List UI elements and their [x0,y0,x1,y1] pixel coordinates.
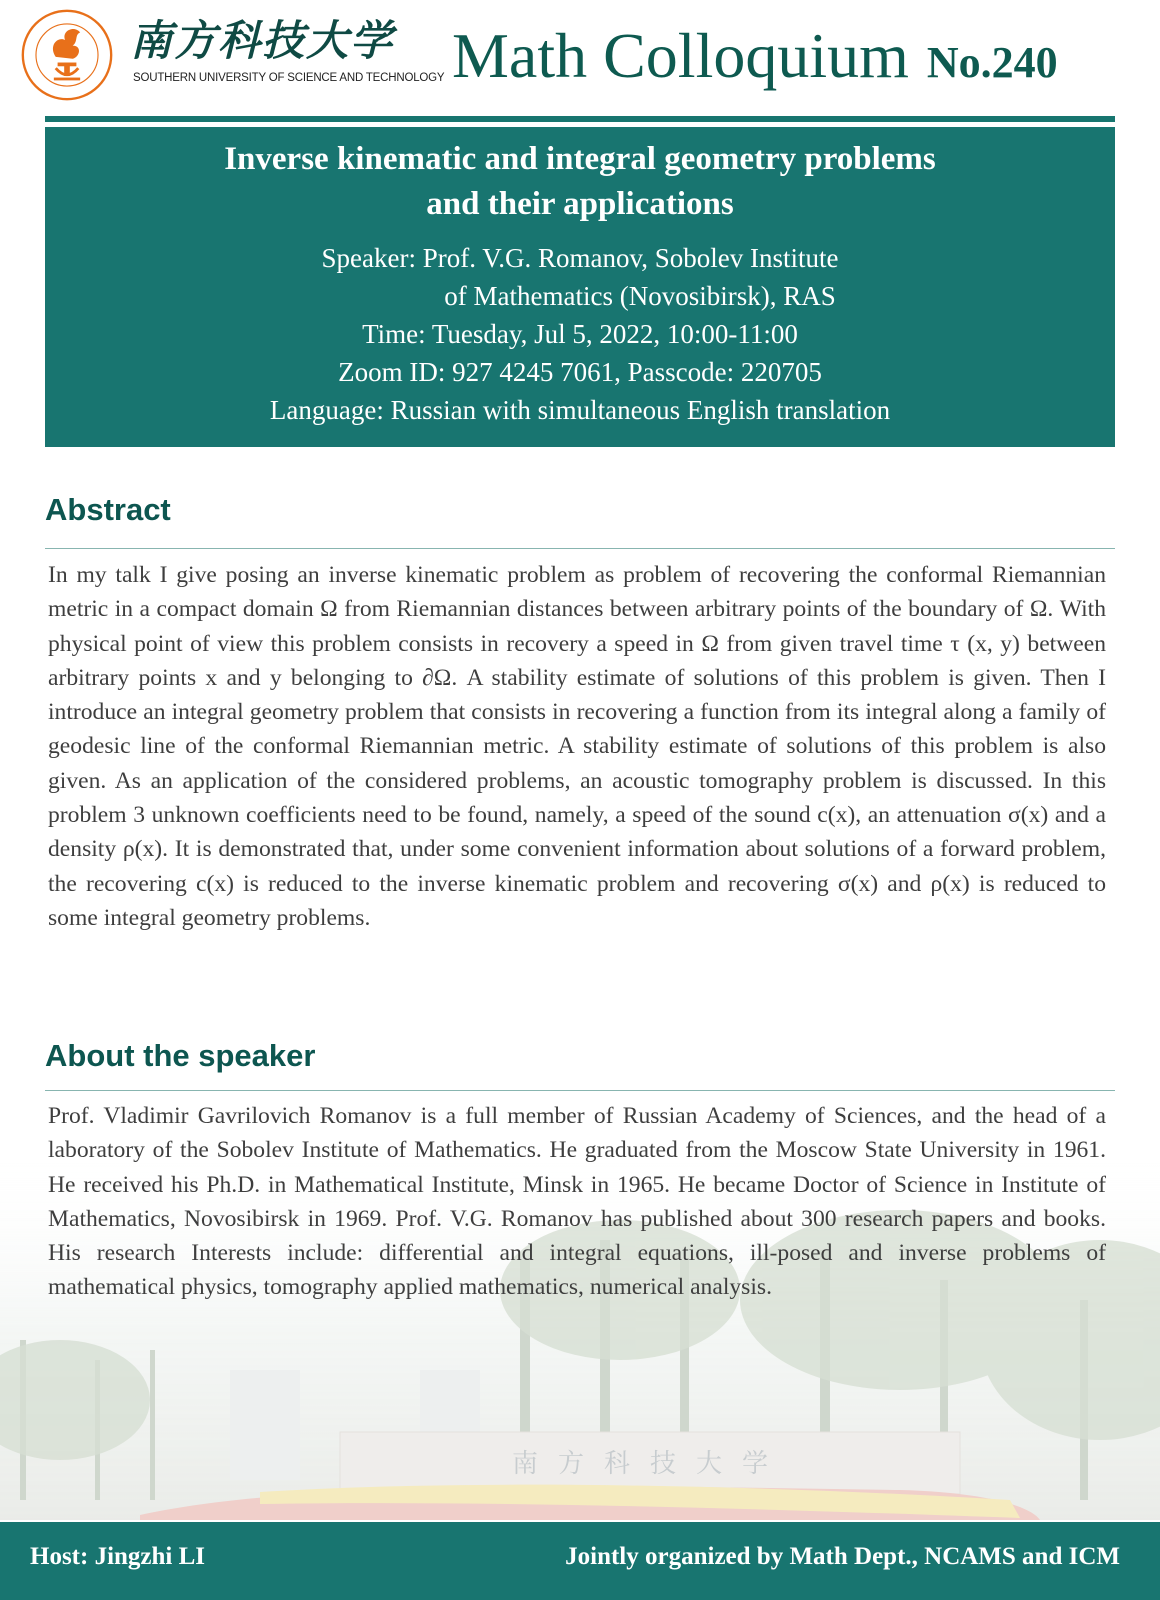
about-heading: About the speaker [45,1038,316,1073]
talk-details [45,239,1115,429]
talk-title-line1: Inverse kinematic and integral geometry problems [224,141,936,177]
footer-bar [0,1522,1160,1600]
organizers: Jointly organized by Math Dept., NCAMS and ICM [565,1543,1120,1570]
abstract-divider [45,548,1115,549]
abstract-heading: Abstract [45,492,171,527]
series-title [452,16,1058,103]
speaker-line1: Speaker: Prof. V.G. Romanov, Sobolev Institute [321,243,839,273]
talk-time: Time: Tuesday, Jul 5, 2022, 10:00-11:00 [362,319,798,349]
zoom-info: Zoom ID: 927 4245 7061, Passcode: 220705 [338,357,822,387]
series-number: No.240 [926,38,1058,87]
speaker-line2: of Mathematics (Novosibirsk), RAS [444,281,836,311]
about-divider [45,1090,1115,1091]
about-text: Prof. Vladimir Gavrilovich Romanov is a full member of Russian Academy of Sciences, and the head of a laboratory of the Sobolev Institute of Mathematics. He graduated from the Moscow State University in 1961. He received his Ph.D. in Mathematical Institute, Minsk in 1965. He became Doctor of Science in Institute of Mathematics, Novosibirsk in 1969. Prof. V.G. Romanov has published about 300 research papers and books. His research Interests include: differential and integral equations, ill-posed and inverse problems of mathematical physics, tomography applied mathematics, numerical analysis. [48,1103,1106,1301]
university-name-chinese: 南方科技大学 [130,16,395,65]
series-title-text: Math Colloquium [452,20,909,91]
host-name: Host: Jingzhi LI [30,1543,206,1570]
talk-language: Language: Russian with simultaneous English translation [269,395,891,425]
talk-title [45,137,1115,227]
header-divider [45,116,1115,122]
svg-text:南方科技大学: 南方科技大学 [511,1449,789,1479]
abstract-text: In my talk I give posing an inverse kinematic problem as problem of recovering the conformal Riemannian metric in a compact domain Ω from Riemannian distances between arbitrary points of the boundary of Ω. With physical point of view this problem consists in recovery a speed in Ω from given travel time τ (x, y) between arbitrary points x and y belonging to ∂Ω. A stability estimate of solutions of this problem is given. Then I introduce an integral geometry problem that consists in recovering a function from its integral along a family of geodesic line of the conformal Riemannian metric. A stability estimate of solutions of this problem is also given. As an application of the considered problems, an acoustic tomography problem is discussed. In this problem 3 unknown coefficients need to be found, namely, a speed of the sound c(x), an attenuation σ(x) and a density ρ(x). It is demonstrated that, under some convenient information about solutions of a forward problem, the recovering c(x) is reduced to the inverse kinematic problem and recovering σ(x) and ρ(x) is reduced to some integral geometry problems. [48,562,1106,931]
university-seal-logo [20,8,114,102]
talk-info-box [45,127,1115,447]
university-name-english: SOUTHERN UNIVERSITY OF SCIENCE AND TECHNOLOGY [133,72,445,84]
talk-title-line2: and their applications [426,186,734,222]
